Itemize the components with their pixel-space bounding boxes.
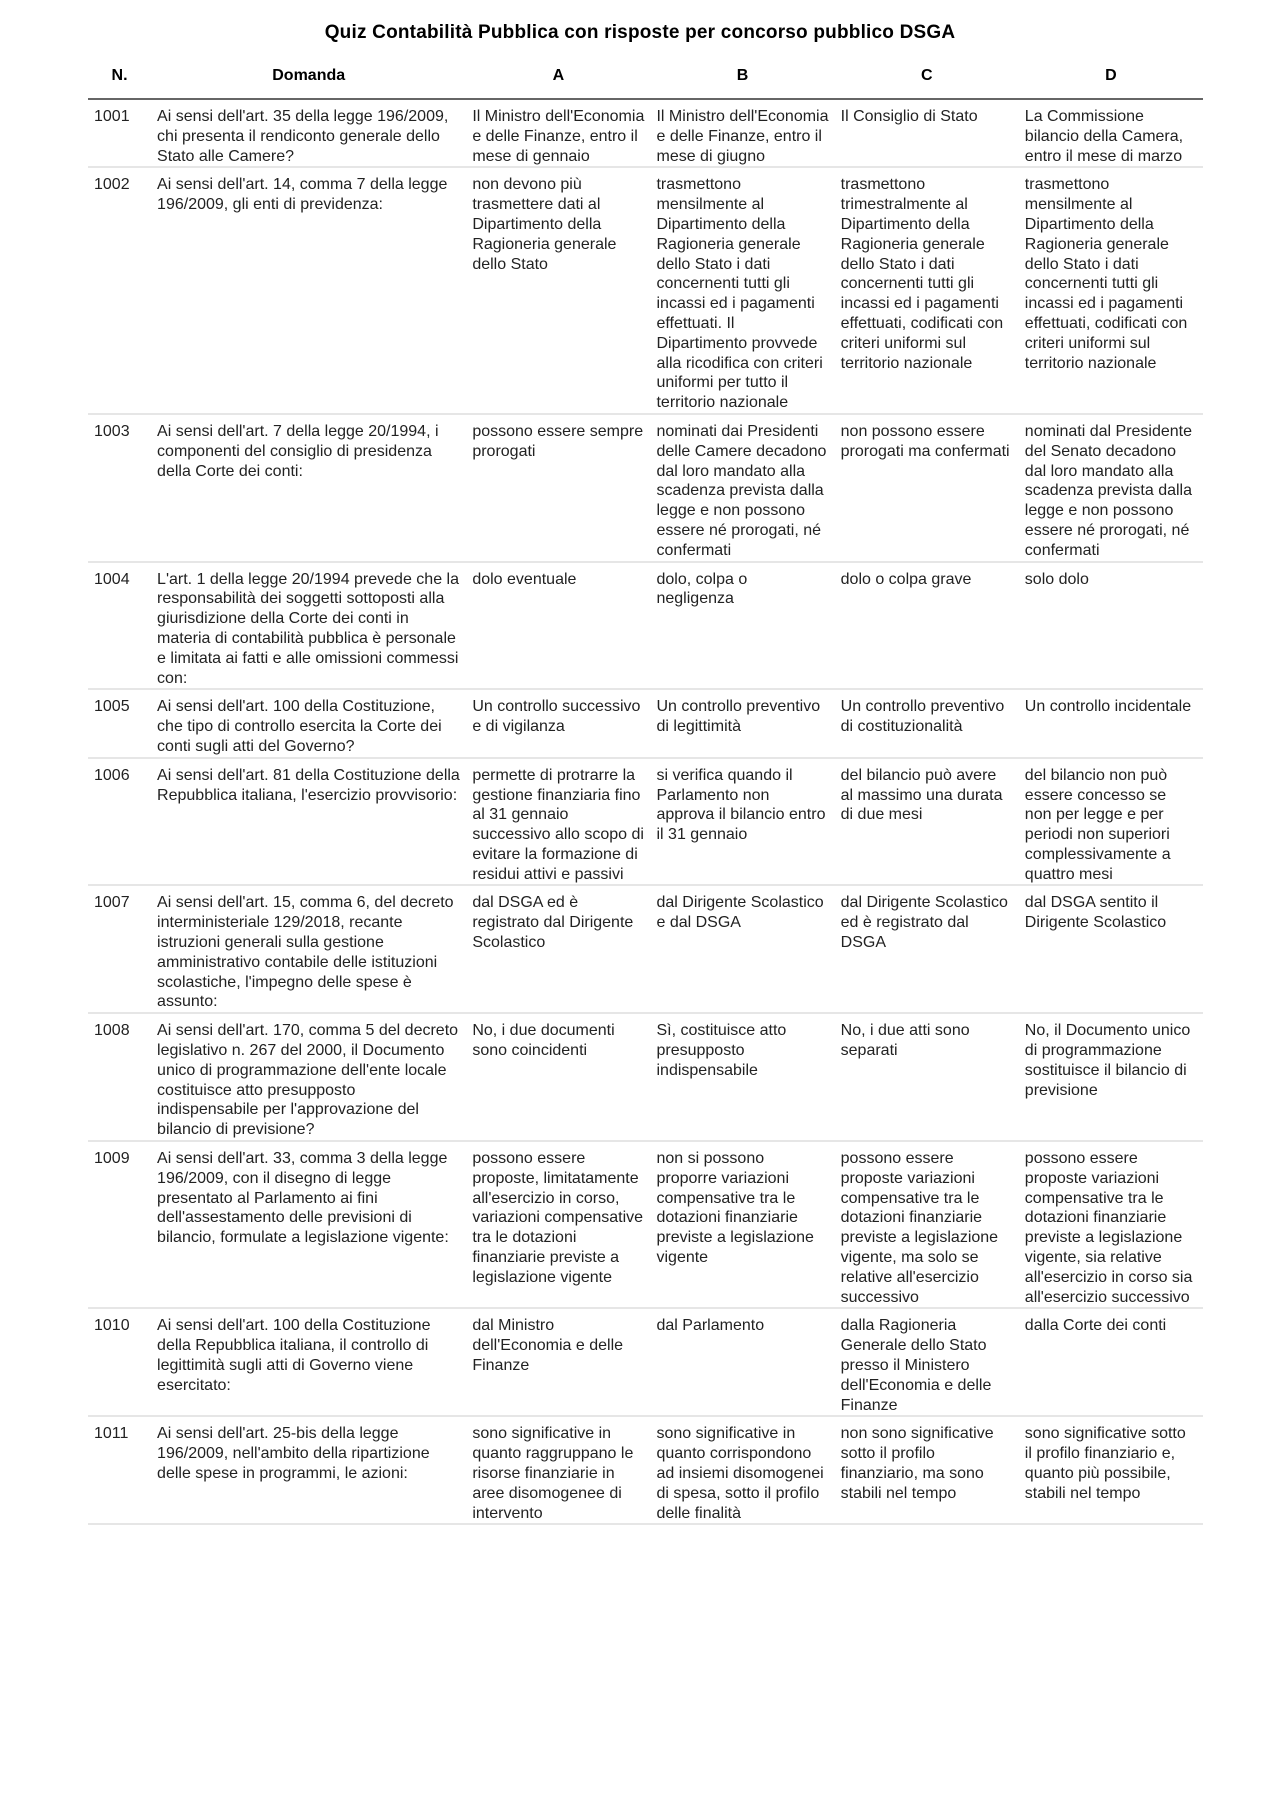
answer-b: sono significative in quanto corrispondono ad insiemi disomogenei di spesa, sotto il profilo delle finalità — [650, 1416, 834, 1524]
answer-c: dolo o colpa grave — [835, 562, 1019, 690]
question-number: 1008 — [88, 1013, 151, 1141]
header-c: C — [835, 58, 1019, 99]
answer-b: trasmettono mensilmente al Dipartimento della Ragioneria generale dello Stato i dati concernenti tutti gli incassi ed i pagamenti effettuati. Il Dipartimento provvede alla ricodifica con criteri uniformi per tutto il territorio nazionale — [650, 167, 834, 414]
answer-c: del bilancio può avere al massimo una durata di due mesi — [835, 758, 1019, 886]
question-number: 1009 — [88, 1141, 151, 1308]
question-number: 1004 — [88, 562, 151, 690]
answer-d: solo dolo — [1019, 562, 1203, 690]
answer-b: nominati dai Presidenti delle Camere decadono dal loro mandato alla scadenza prevista dalla legge e non possono essere né prorogati, né confermati — [650, 414, 834, 562]
header-number: N. — [88, 58, 151, 99]
header-a: A — [466, 58, 650, 99]
document-title: Quiz Contabilità Pubblica con risposte per concorso pubblico DSGA — [324, 22, 956, 43]
answer-a: sono significative in quanto raggruppano le risorse finanziarie in aree disomogenee di intervento — [466, 1416, 650, 1524]
question-text: Ai sensi dell'art. 170, comma 5 del decreto legislativo n. 267 del 2000, il Documento unico di programmazione dell'ente locale costituisce atto presupposto indispensabile per l'approvazione del bilancio di previsione? — [151, 1013, 466, 1141]
table-row — [88, 1416, 1203, 1524]
answer-c: Un controllo preventivo di costituzionalità — [835, 689, 1019, 757]
answer-a: permette di protrarre la gestione finanziaria fino al 31 gennaio successivo allo scopo di evitare la formazione di residui attivi e passivi — [466, 758, 650, 886]
answer-d: del bilancio non può essere concesso se non per legge e per periodi non superiori complessivamente a quattro mesi — [1019, 758, 1203, 886]
answer-a: non devono più trasmettere dati al Dipartimento della Ragioneria generale dello Stato — [466, 167, 650, 414]
answer-a: Il Ministro dell'Economia e delle Finanze, entro il mese di gennaio — [466, 99, 650, 167]
answer-c: Il Consiglio di Stato — [835, 99, 1019, 167]
answer-d: possono essere proposte variazioni compensative tra le dotazioni finanziarie previste a legislazione vigente, sia relative all'esercizio in corso sia all'esercizio successivo — [1019, 1141, 1203, 1308]
answer-c: dal Dirigente Scolastico ed è registrato dal DSGA — [835, 885, 1019, 1013]
question-number: 1007 — [88, 885, 151, 1013]
answer-b: Sì, costituisce atto presupposto indispensabile — [650, 1013, 834, 1141]
answer-a: possono essere sempre prorogati — [466, 414, 650, 562]
answer-c: dalla Ragioneria Generale dello Stato presso il Ministero dell'Economia e delle Finanze — [835, 1308, 1019, 1416]
answer-d: La Commissione bilancio della Camera, entro il mese di marzo — [1019, 99, 1203, 167]
table-row — [88, 1308, 1203, 1416]
question-number: 1002 — [88, 167, 151, 414]
table-row — [88, 689, 1203, 757]
answer-c: possono essere proposte variazioni compensative tra le dotazioni finanziarie previste a legislazione vigente, ma solo se relative all'esercizio successivo — [835, 1141, 1019, 1308]
question-number: 1005 — [88, 689, 151, 757]
answer-c: trasmettono trimestralmente al Dipartimento della Ragioneria generale dello Stato i dati concernenti tutti gli incassi ed i pagamenti effettuati, codificati con criteri uniformi sul territorio nazionale — [835, 167, 1019, 414]
question-number: 1001 — [88, 99, 151, 167]
answer-c: No, i due atti sono separati — [835, 1013, 1019, 1141]
question-text: Ai sensi dell'art. 81 della Costituzione della Repubblica italiana, l'esercizio provvisorio: — [151, 758, 466, 886]
answer-b: si verifica quando il Parlamento non approva il bilancio entro il 31 gennaio — [650, 758, 834, 886]
question-text: Ai sensi dell'art. 7 della legge 20/1994, i componenti del consiglio di presidenza della Corte dei conti: — [151, 414, 466, 562]
table-row — [88, 414, 1203, 562]
table-row — [88, 885, 1203, 1013]
table-row — [88, 1141, 1203, 1308]
answer-c: non possono essere prorogati ma confermati — [835, 414, 1019, 562]
table-row — [88, 167, 1203, 414]
answer-a: Un controllo successivo e di vigilanza — [466, 689, 650, 757]
table-row — [88, 758, 1203, 886]
answer-d: sono significative sotto il profilo finanziario e, quanto più possibile, stabili nel tempo — [1019, 1416, 1203, 1524]
header-b: B — [650, 58, 834, 99]
answer-b: dolo, colpa o negligenza — [650, 562, 834, 690]
quiz-table — [88, 58, 1203, 1525]
answer-a: No, i due documenti sono coincidenti — [466, 1013, 650, 1141]
table-row — [88, 562, 1203, 690]
answer-d: dal DSGA sentito il Dirigente Scolastico — [1019, 885, 1203, 1013]
answer-a: possono essere proposte, limitatamente all'esercizio in corso, variazioni compensative tra le dotazioni finanziarie previste a legislazione vigente — [466, 1141, 650, 1308]
answer-b: Un controllo preventivo di legittimità — [650, 689, 834, 757]
answer-a: dolo eventuale — [466, 562, 650, 690]
question-text: Ai sensi dell'art. 25-bis della legge 196/2009, nell'ambito della ripartizione delle spese in programmi, le azioni: — [151, 1416, 466, 1524]
answer-a: dal Ministro dell'Economia e delle Finanze — [466, 1308, 650, 1416]
answer-a: dal DSGA ed è registrato dal Dirigente Scolastico — [466, 885, 650, 1013]
answer-d: nominati dal Presidente del Senato decadono dal loro mandato alla scadenza prevista dalla legge e non possono essere né prorogati, né confermati — [1019, 414, 1203, 562]
answer-c: non sono significative sotto il profilo finanziario, ma sono stabili nel tempo — [835, 1416, 1019, 1524]
question-number: 1006 — [88, 758, 151, 886]
header-d: D — [1019, 58, 1203, 99]
answer-d: Un controllo incidentale — [1019, 689, 1203, 757]
question-text: Ai sensi dell'art. 15, comma 6, del decreto interministeriale 129/2018, recante istruzioni generali sulla gestione amministrativo contabile delle istituzioni scolastiche, l'impegno delle spese è assunto: — [151, 885, 466, 1013]
question-text: Ai sensi dell'art. 33, comma 3 della legge 196/2009, con il disegno di legge presentato al Parlamento ai fini dell'assestamento delle previsioni di bilancio, formulate a legislazione vigente: — [151, 1141, 466, 1308]
header-question: Domanda — [151, 58, 466, 99]
table-header-row — [88, 58, 1203, 99]
question-text: Ai sensi dell'art. 14, comma 7 della legge 196/2009, gli enti di previdenza: — [151, 167, 466, 414]
question-text: Ai sensi dell'art. 100 della Costituzione, che tipo di controllo esercita la Corte dei conti sugli atti del Governo? — [151, 689, 466, 757]
question-text: L'art. 1 della legge 20/1994 prevede che la responsabilità dei soggetti sottoposti alla giurisdizione della Corte dei conti in materia di contabilità pubblica è personale e limitata ai fatti e alle omissioni commessi con: — [151, 562, 466, 690]
answer-b: Il Ministro dell'Economia e delle Finanze, entro il mese di giugno — [650, 99, 834, 167]
answer-d: No, il Documento unico di programmazione sostituisce il bilancio di previsione — [1019, 1013, 1203, 1141]
question-text: Ai sensi dell'art. 35 della legge 196/2009, chi presenta il rendiconto generale dello Stato alle Camere? — [151, 99, 466, 167]
table-row — [88, 99, 1203, 167]
question-number: 1010 — [88, 1308, 151, 1416]
question-number: 1003 — [88, 414, 151, 562]
answer-b: dal Parlamento — [650, 1308, 834, 1416]
answer-d: trasmettono mensilmente al Dipartimento della Ragioneria generale dello Stato i dati concernenti tutti gli incassi ed i pagamenti effettuati, codificati con criteri uniformi sul territorio nazionale — [1019, 167, 1203, 414]
answer-b: dal Dirigente Scolastico e dal DSGA — [650, 885, 834, 1013]
table-row — [88, 1013, 1203, 1141]
answer-d: dalla Corte dei conti — [1019, 1308, 1203, 1416]
question-text: Ai sensi dell'art. 100 della Costituzione della Repubblica italiana, il controllo di legittimità sugli atti di Governo viene esercitato: — [151, 1308, 466, 1416]
answer-b: non si possono proporre variazioni compensative tra le dotazioni finanziarie previste a legislazione vigente — [650, 1141, 834, 1308]
question-number: 1011 — [88, 1416, 151, 1524]
